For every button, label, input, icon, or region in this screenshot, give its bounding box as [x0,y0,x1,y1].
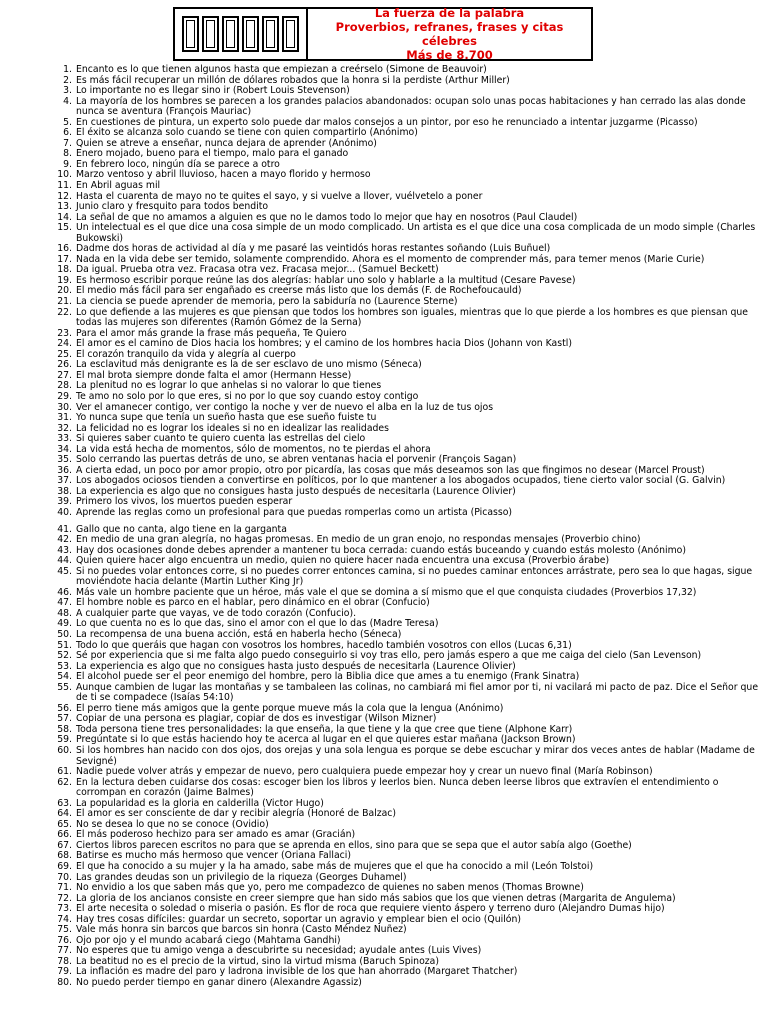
item-number: 8. [63,148,72,160]
list-item [48,181,763,192]
logo-cell [182,16,199,52]
item-number: 80. [57,977,72,989]
item-text: En medio de una gran alegría, no hagas promesas. En medio de un gran enojo, no respondas mensajes (Proverbio chino) [76,534,641,546]
item-number: 64. [57,808,72,820]
item-number: 2. [63,74,72,86]
item-text: Quien quiere hacer algo encuentra un medio, quien no quiere hacer nada encuentra una excusa (Proverbio árabe) [76,555,610,567]
item-text: Quien se atreve a enseñar, nunca dejara de aprender (Anónimo) [76,137,377,149]
item-number: 12. [57,190,72,202]
item-number: 63. [57,797,72,809]
item-number: 22. [57,306,72,318]
item-text: Yo nunca supe que tenía un sueño hasta que ese sueño fuiste tu [76,412,377,424]
list-item [48,683,763,704]
item-text: En la lectura deben cuidarse dos cosas: escoger bien los libros y leerlos bien. Nunca deben leerse libros que extravíen el entendimiento o corrompan en corazón (Jaime Balmes) [76,776,719,799]
item-number: 70. [57,871,72,883]
item-number: 30. [57,401,72,413]
item-text: Lo que defiende a las mujeres es que piensan que todos los hombres son iguales, mientras que lo que pierde a los hombres es que piensan que todas las mujeres son diferentes (Ramón Gómez de la Serna) [76,306,749,329]
item-text: El corazón tranquilo da vida y alegría al cuerpo [76,348,296,360]
list-item [48,567,763,588]
item-text: Nada en la vida debe ser temido, solamente comprendido. Ahora es el momento de comprender más, para temer menos (Marie Curie) [76,253,705,265]
item-number: 16. [57,243,72,255]
item-text: El amor es el camino de Dios hacia los hombres; y el camino de los hombres hacia Dios (Johann von Kastl) [76,338,572,350]
item-text: Hasta el cuarenta de mayo no te quites el sayo, y si vuelve a llover, vuélvetelo a poner [76,190,483,202]
item-text: Aprende las reglas como un profesional para que puedas romperlas como un artista (Picasso) [76,506,513,518]
item-number: 39. [57,496,72,508]
item-text: La mayoría de los hombres se parecen a los grandes palacios abandonados: ocupan solo unas pocas habitaciones y han cerrado las alas donde nunca se aventura (François Mauriac) [76,95,746,118]
item-text: Ver el amanecer contigo, ver contigo la noche y ver de nuevo el alba en la luz de tus ojos [76,401,494,413]
item-text: La gloria de los ancianos consiste en creer siempre que han sido más sabios que los que vienen detras (Margarita de Angulema) [76,892,676,904]
quote-list [48,65,763,989]
item-text: Todo lo que queráis que hagan con vosotros los hombres, hacedlo también vosotros con ellos (Lucas 6,31) [76,639,572,651]
item-number: 6. [63,127,72,139]
item-text: Dadme dos horas de actividad al día y me pasaré las veintidós horas restantes soñando (Luis Buñuel) [76,243,551,255]
item-text: La vida está hecha de momentos, sólo de momentos, no te pierdas el ahora [76,443,431,455]
item-text: Da igual. Prueba otra vez. Fracasa otra vez. Fracasa mejor... (Samuel Beckett) [76,264,439,276]
item-number: 37. [57,475,72,487]
item-text: Es más fácil recuperar un millón de dólares robados que la honra si la perdiste (Arthur Miller) [76,74,510,86]
item-text: En Abril aguas mil [76,180,161,192]
item-text: Para el amor más grande la frase más pequeña, Te Quiero [76,327,347,339]
item-text: Enero mojado, bueno para el tiempo, malo para el ganado [76,148,349,160]
list-item [48,308,763,329]
logo-cell [242,16,259,52]
item-text: La experiencia es algo que no consigues hasta justo después de necesitarla (Laurence Olivier) [76,485,516,497]
item-number: 5. [63,116,72,128]
item-number: 10. [57,169,72,181]
item-number: 75. [57,924,72,936]
item-text: El medio más fácil para ser engañado es creerse más listo que los demás (F. de Rochefoucauld) [76,285,522,297]
item-number: 9. [63,158,72,170]
item-number: 21. [57,296,72,308]
item-number: 48. [57,607,72,619]
title-line-3: Más de 8.700 [406,48,493,62]
item-text: Lo importante no es llegar sino ir (Robert Louis Stevenson) [76,85,350,97]
item-text: Si no puedes volar entonces corre, si no puedes correr entonces camina, si no puedes caminar entonces arrástrate, pero sea lo que hagas, sigue moviéndote hacia delante (Martin Luther King Jr) [76,565,753,588]
item-number: 1. [63,64,72,75]
item-text: El arte necesita o soledad o miseria o pasión. Es flor de roca que requiere viento áspero y terreno duro (Alejandro Dumas hijo) [76,903,665,915]
item-number: 17. [57,253,72,265]
item-text: Junio claro y fresquito para todos bendito [76,201,269,213]
item-text: No puedo perder tiempo en ganar dinero (Alexandre Agassiz) [76,977,362,989]
item-number: 11. [57,180,72,192]
item-number: 24. [57,338,72,350]
item-number: 18. [57,264,72,276]
item-text: Hay dos ocasiones donde debes aprender a mantener tu boca cerrada: cuando estás buceando y cuando estás molesto (Anónimo) [76,544,686,556]
logo-cell [202,16,219,52]
list-item [48,778,763,799]
item-text: No envidio a los que saben más que yo, pero me compadezco de quienes no saben menos (Thomas Browne) [76,882,584,894]
item-number: 79. [57,966,72,978]
item-text: La recompensa de una buena acción, está en haberla hecho (Séneca) [76,628,402,640]
item-text: Marzo ventoso y abril lluvioso, hacen a mayo florido y hermoso [76,169,371,181]
list-item [48,630,763,641]
item-text: No esperes que tu amigo venga a descubrirte su necesidad; ayudale antes (Luis Vives) [76,945,482,957]
item-text: Nadie puede volver atrás y empezar de nuevo, pero cualquiera puede empezar hoy y crear un nuevo final (María Robinson) [76,766,653,778]
item-text: El mal brota siempre donde falta el amor (Hermann Hesse) [76,369,352,381]
item-number: 74. [57,913,72,925]
item-text: El éxito se alcanza solo cuando se tiene con quien compartirlo (Anónimo) [76,127,418,139]
title-line-2: Proverbios, refranes, frases y citas célebres [335,20,564,48]
item-number: 57. [57,713,72,725]
item-text: Hay tres cosas difíciles: guardar un secreto, soportar un agravio y emplear bien el ocio (Quilón) [76,913,521,925]
item-text: Encanto es lo que tienen algunos hasta que empiezan a creérselo (Simone de Beauvoir) [76,64,487,75]
item-number: 33. [57,433,72,445]
item-text: El más poderoso hechizo para ser amado es amar (Gracián) [76,829,356,841]
item-number: 53. [57,660,72,672]
title-block [308,6,591,62]
list-item [48,97,763,118]
item-text: La felicidad no es lograr los ideales si no en idealizar las realidades [76,422,389,434]
item-text: En cuestiones de pintura, un experto solo puede dar malos consejos a un pintor, por eso he renunciado a intentar juzgarme (Picasso) [76,116,698,128]
logo [175,9,308,59]
list-item [48,223,763,244]
item-number: 69. [57,861,72,873]
item-number: 29. [57,390,72,402]
item-number: 72. [57,892,72,904]
item-text: Lo que cuenta no es lo que das, sino el amor con el que lo das (Madre Teresa) [76,618,439,630]
item-number: 43. [57,544,72,556]
item-text: Gallo que no canta, algo tiene en la garganta [76,523,287,535]
item-number: 60. [57,745,72,756]
item-number: 14. [57,211,72,223]
item-text: Los abogados ociosos tienden a convertirse en políticos, por lo que mantener a los abogados ocupados, tiene cierto valor social (G. Galvin) [76,475,726,487]
item-number: 77. [57,945,72,957]
item-number: 40. [57,506,72,518]
item-number: 31. [57,412,72,424]
item-number: 61. [57,766,72,778]
item-number: 13. [57,201,72,213]
item-number: 66. [57,829,72,841]
list-item [48,746,763,767]
list-item [48,508,763,519]
item-number: 76. [57,934,72,946]
item-text: La plenitud no es lograr lo que anhelas si no valorar lo que tienes [76,380,382,392]
item-number: 45. [57,565,72,577]
item-number: 51. [57,639,72,651]
item-number: 47. [57,597,72,609]
item-number: 78. [57,955,72,967]
item-text: Ciertos libros parecen escritos no para que se aprenda en ellos, sino para que se sepa que el autor sabía algo (Goethe) [76,839,632,851]
item-text: El alcohol puede ser el peor enemigo del hombre, pero la Biblia dice que ames a tu enemigo (Frank Sinatra) [76,671,580,683]
list-item [48,862,763,873]
item-text: La popularidad es la gloria en calderilla (Victor Hugo) [76,797,324,809]
item-text: Batirse es mucho más hermoso que vencer (Oriana Fallaci) [76,850,351,862]
item-text: Más vale un hombre paciente que un héroe, más vale el que se domina a sí mismo que el que conquista ciudades (Proverbios 17,32) [76,586,697,598]
item-text: Es hermoso escribir porque reúne las dos alegrías: hablar uno solo y hablarle a la multitud (Cesare Pavese) [76,274,576,286]
item-text: Un intelectual es el que dice una cosa simple de un modo complicado. Un artista es el que dice una cosa complicada de un modo simple (Charles Bukowski) [76,222,756,244]
item-text: No se desea lo que no se conoce (Ovidio) [76,818,269,830]
item-number: 59. [57,734,72,746]
item-text: En febrero loco, ningún día se parece a otro [76,158,280,170]
item-number: 42. [57,534,72,546]
item-text: El que ha conocido a su mujer y la ha amado, sabe más de mujeres que el que ha conocido a mil (León Tolstoi) [76,861,594,873]
item-text: Las grandes deudas son un privilegio de la riqueza (Georges Duhamel) [76,871,407,883]
item-number: 71. [57,882,72,894]
item-number: 46. [57,586,72,598]
logo-cell [282,16,299,52]
item-number: 32. [57,422,72,434]
item-text: El hombre noble es parco en el hablar, pero dinámico en el obrar (Confucio) [76,597,430,609]
list-item [48,978,763,989]
title-line-1: La fuerza de la palabra [374,6,525,20]
item-number: 19. [57,274,72,286]
item-text: Si quieres saber cuanto te quiero cuenta las estrellas del cielo [76,433,366,445]
item-text: La inflación es madre del paro y ladrona invisible de los que han ahorrado (Margaret Thatcher) [76,966,518,978]
item-number: 15. [57,222,72,234]
item-number: 58. [57,723,72,735]
item-text: Toda persona tiene tres personalidades: la que enseña, la que tiene y la que cree que tiene (Alphone Karr) [76,723,573,735]
item-text: El amor es ser consciente de dar y recibir alegría (Honoré de Balzac) [76,808,397,820]
item-number: 73. [57,903,72,915]
item-text: Solo cerrando las puertas detrás de uno, se abren ventanas hacia el porvenir (François Sagan) [76,454,517,466]
item-text: La señal de que no amamos a alguien es que no le damos todo lo mejor que hay en nosotros (Paul Claudel) [76,211,578,223]
item-text: Pregúntate si lo que estás haciendo hoy te acerca al lugar en el que quieres estar mañana (Jackson Brown) [76,734,576,746]
item-number: 44. [57,555,72,567]
item-number: 26. [57,359,72,371]
item-number: 34. [57,443,72,455]
item-text: A cierta edad, un poco por amor propio, otro por picardía, las cosas que más deseamos son las que fingimos no desear (Marcel Proust) [76,464,705,476]
item-number: 41. [57,523,72,535]
item-number: 35. [57,454,72,466]
item-number: 23. [57,327,72,339]
list-item [48,65,763,76]
item-text: Vale más honra sin barcos que barcos sin honra (Casto Méndez Nuñez) [76,924,407,936]
item-text: Ojo por ojo y el mundo acabará ciego (Mahtama Gandhi) [76,934,341,946]
item-text: Si los hombres han nacido con dos ojos, dos orejas y una sola lengua es porque se debe escuchar y mirar dos veces antes de hablar (Madame de Sevigné) [76,745,755,767]
item-number: 54. [57,671,72,683]
item-number: 50. [57,628,72,640]
logo-cell [262,16,279,52]
item-text: A cualquier parte que vayas, ve de todo corazón (Confucio). [76,607,357,619]
list-item [48,392,763,403]
item-number: 4. [63,95,72,107]
item-text: El perro tiene más amigos que la gente porque mueve más la cola que la lengua (Anónimo) [76,702,504,714]
item-number: 52. [57,650,72,662]
item-number: 67. [57,839,72,851]
item-number: 28. [57,380,72,392]
item-number: 65. [57,818,72,830]
item-text: La experiencia es algo que no consigues hasta justo después de necesitarla (Laurence Olivier) [76,660,516,672]
item-text: Aunque cambien de lugar las montañas y se tambaleen las colinas, no cambiará mi fiel amor por ti, ni vacilará mi pacto de paz. Dice el Señor que de ti se compadece (Isaías 54:10) [76,681,759,704]
item-text: Sé por experiencia que si me falta algo puedo conseguirlo si voy tras ello, pero jamás espero a que me caiga del cielo (San Levenson) [76,650,702,662]
item-number: 68. [57,850,72,862]
item-text: La ciencia se puede aprender de memoria, pero la sabiduría no (Laurence Sterne) [76,296,458,308]
item-text: Te amo no solo por lo que eres, si no por lo que soy cuando estoy contigo [76,390,419,402]
list-item [48,297,763,308]
item-number: 56. [57,702,72,714]
item-number: 7. [63,137,72,149]
list-item [48,413,763,424]
item-number: 36. [57,464,72,476]
item-number: 27. [57,369,72,381]
logo-cell [222,16,239,52]
item-text: La beatitud no es el precio de la virtud, sino la virtud misma (Baruch Spinoza) [76,955,439,967]
item-text: Primero los vivos, los muertos pueden esperar [76,496,293,508]
item-number: 62. [57,776,72,788]
item-text: La esclavitud más denigrante es la de ser esclavo de uno mismo (Séneca) [76,359,422,371]
item-number: 55. [57,681,72,693]
item-number: 49. [57,618,72,630]
item-number: 3. [63,85,72,97]
item-text: Copiar de una persona es plagiar, copiar de dos es investigar (Wilson Mizner) [76,713,437,725]
item-number: 20. [57,285,72,297]
document-header [173,7,593,61]
item-number: 38. [57,485,72,497]
item-number: 25. [57,348,72,360]
